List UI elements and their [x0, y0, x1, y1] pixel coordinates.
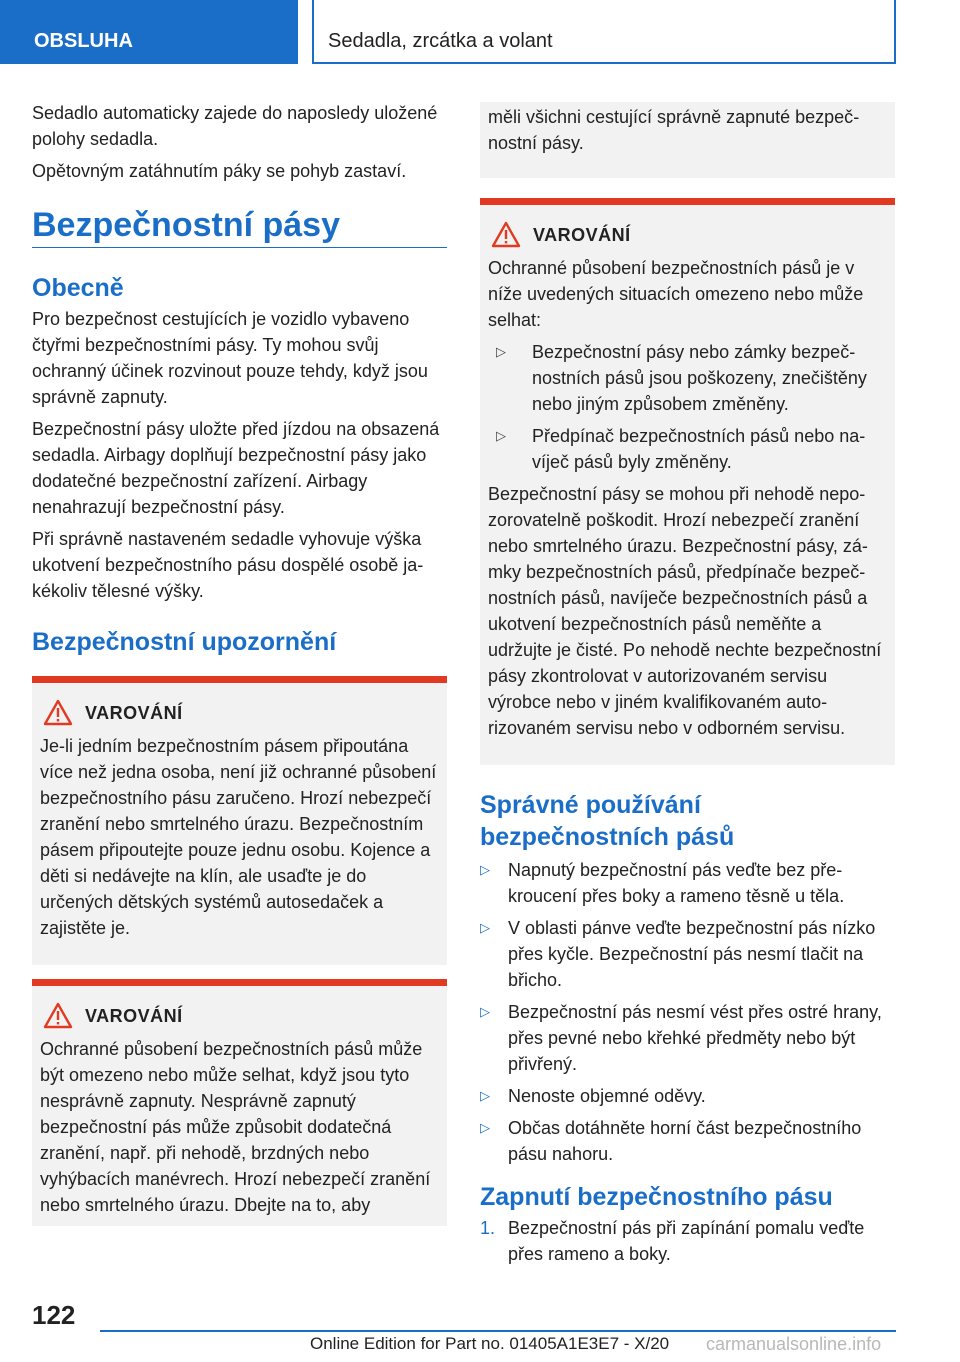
list-item-text: V oblasti pánve veďte bezpečnostní pás nízko přes kyčle. Bezpečnostní pás nesmí tlačit na břicho.	[508, 918, 876, 990]
warning-list	[488, 339, 887, 475]
warning-label: VAROVÁNÍ	[85, 1005, 183, 1026]
warning-intro: Ochranné působení bezpečnostních pásů je v níže uvedených situacích omezeno nebo může selhat:	[488, 258, 864, 330]
list-item-text: Předpínač bezpečnostních pásů nebo navíječ pásů byly změněny.	[532, 426, 866, 472]
warning-label: VAROVÁNÍ	[85, 702, 183, 723]
fasten-steps	[480, 1215, 895, 1267]
general-paragraph-2: Bezpečnostní pásy uložte před jízdou na obsazená sedadla. Airbagy doplňují bezpečnostní pásy jako dodatečné bezpečnostní zařízení. Airbagy nenahrazují bezpečnostní pásy.	[32, 419, 440, 517]
triangle-right-icon: ▷	[496, 344, 506, 359]
list-item-text: Bezpečnostní pásy nebo zámky bezpečnostních pásů jsou poškozeny, znečištěny nebo jiným způsobem změněny.	[532, 342, 867, 414]
list-item	[480, 1083, 895, 1109]
general-paragraph-1: Pro bezpečnost cestujících je vozidlo vybaveno čtyřmi bezpečnostními pásy. Ty mohou svůj ochranný účinek rozvinout pouze tehdy, když jsou správně zapnuty.	[32, 309, 428, 407]
fasten-heading: Zapnutí bezpečnostního pásu	[480, 1183, 833, 1211]
triangle-right-icon: ▷	[496, 428, 506, 443]
list-item-text: Bezpečnostní pás nesmí vést přes ostré hrany, přes pevné nebo křehké předměty nebo být přivřený.	[508, 1002, 882, 1074]
warning-label: VAROVÁNÍ	[533, 224, 631, 245]
warning-triangle-icon	[43, 1002, 73, 1030]
warning-triangle-icon	[43, 699, 73, 727]
list-item-text: Napnutý bezpečnostní pás veďte bez překroucení přes boky a rameno těsně u těla.	[508, 860, 845, 906]
correct-use-heading: Správné používání bezpečnostních pásů	[480, 791, 735, 851]
triangle-right-icon: ▷	[480, 1120, 490, 1135]
triangle-right-icon: ▷	[480, 1088, 490, 1103]
page-title: Bezpečnostní pásy	[32, 206, 447, 248]
footer-edition: Online Edition for Part no. 01405A1E3E7 - X/20	[310, 1334, 670, 1353]
list-item-text: Občas dotáhněte horní část bezpečnostního pásu nahoru.	[508, 1118, 862, 1164]
triangle-right-icon: ▷	[480, 862, 490, 877]
left-column	[32, 100, 447, 1226]
step-item	[480, 1215, 895, 1267]
notices-heading: Bezpečnostní upozornění	[32, 628, 337, 656]
warning-box-2-continued	[480, 102, 895, 178]
warning-text: Je-li jedním bezpečnostním pásem připoutána více než jedna osoba, není již ochranné působení bezpečnostního pásu zaručeno. Hrozí nebezpečí zranění nebo smrtelného úrazu. Bezpečnostním pásem připoutejte pouze jednu osobu. Kojence a děti si nedávejte na klín, ale usaďte je do určených dětských systémů autosedaček a zajistěte je.	[40, 736, 437, 938]
list-item	[480, 857, 895, 909]
step-text: Bezpečnostní pás při zapínání pomalu veďte přes rameno a boky.	[508, 1218, 865, 1264]
warning-outro: Bezpečnostní pásy se mohou při nehodě nepozorovatelně poškodit. Hrozí nebezpečí zranění nebo smrtelného úrazu. Bezpečnostní pásy, zámky bezpečnostních pásů, předpínače bezpečnostních pásů, navíječe bezpečnostních pásů a ukotvení bezpečnostních pásů neměňte a udržujte je čisté. Po nehodě nechte bezpečnostní pásy zkontrolovat v autorizovaném servisu výrobce nebo v jiném kvalifikovaném autorizovaném servisu nebo v odborném servisu.	[488, 484, 882, 738]
section-tab: OBSLUHA	[0, 0, 298, 64]
correct-use-list	[480, 857, 895, 1167]
warning-header	[40, 1002, 439, 1030]
right-column	[480, 102, 895, 1267]
general-heading: Obecně	[32, 274, 124, 302]
list-item	[480, 999, 895, 1077]
intro-paragraph-2: Opětovným zatáhnutím páky se pohyb zastaví.	[32, 161, 407, 181]
warning-box-1	[32, 676, 447, 965]
warning-header	[40, 699, 439, 727]
chapter-title: Sedadla, zrcátka a volant	[312, 0, 896, 64]
step-number: 1.	[480, 1218, 496, 1238]
list-item	[488, 423, 887, 475]
warning-text: měli všichni cestující správně zapnuté bezpečnostní pásy.	[488, 107, 860, 153]
footer-watermark: carmanualsonline.info	[706, 1334, 882, 1354]
warning-box-2	[32, 979, 447, 1226]
general-paragraph-3: Při správně nastaveném sedadle vyhovuje výška ukotvení bezpečnostního pásu dospělé osobě jakékoliv tělesné výšky.	[32, 529, 424, 601]
footer-divider	[100, 1330, 896, 1332]
warning-box-3	[480, 198, 895, 765]
warning-header	[488, 221, 887, 249]
list-item	[488, 339, 887, 417]
list-item	[480, 915, 895, 993]
warning-text: Ochranné působení bezpečnostních pásů může být omezeno nebo může selhat, když jsou tyto nesprávně zapnuty. Nesprávně zapnutý bezpečnostní pás může způsobit dodatečná zranění, např. při nehodě, brzdných nebo vyhýbacích manévrech. Hrozí nebezpečí zranění nebo smrtelného úrazu. Dbejte na to, aby	[40, 1039, 431, 1215]
list-item-text: Nenoste objemné oděvy.	[508, 1086, 706, 1106]
list-item	[480, 1115, 895, 1167]
warning-triangle-icon	[491, 221, 521, 249]
intro-paragraph-1: Sedadlo automaticky zajede do naposledy uložené polohy sedadla.	[32, 103, 438, 149]
triangle-right-icon: ▷	[480, 1004, 490, 1019]
page-number: 122	[32, 1300, 76, 1330]
triangle-right-icon: ▷	[480, 920, 490, 935]
